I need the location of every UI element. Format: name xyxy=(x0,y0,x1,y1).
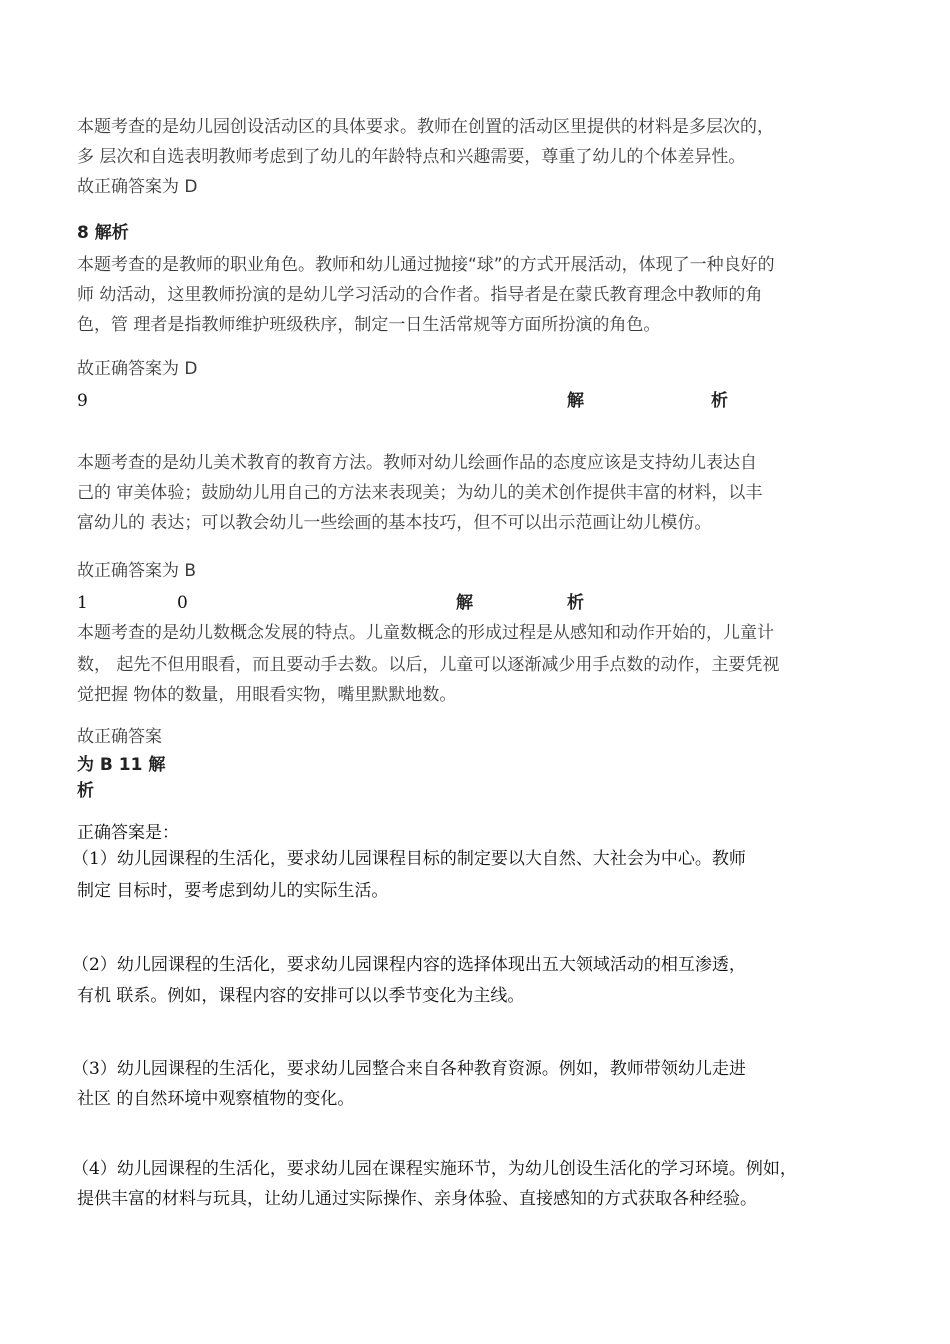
q7-body-line-2: 多 层次和自选表明教师考虑到了幼儿的年龄特点和兴趣需要，尊重了幼儿的个体差异性。 xyxy=(77,147,746,167)
q9-heading-char-2: 析 xyxy=(711,391,728,411)
q10-body-line-1: 本题考查的是幼儿数概念发展的特点。儿童数概念的形成过程是从感知和动作开始的，儿童计 xyxy=(77,623,774,643)
q11-intro: 正确答案是： xyxy=(77,823,179,843)
q11-item-4-line-1: （4）幼儿园课程的生活化，要求幼儿园在课程实施环节，为幼儿创设生活化的学习环境。例如， xyxy=(72,1159,797,1179)
q10-answer-line-3: 析 xyxy=(77,781,94,801)
q11-item-2-line-2: 有机 联系。例如，课程内容的安排可以以季节变化为主线。 xyxy=(77,986,525,1006)
q9-body-line-3: 富幼儿的 表达；可以教会幼儿一些绘画的基本技巧，但不可以出示范画让幼儿模仿。 xyxy=(77,513,712,533)
q9-number: 9 xyxy=(77,391,88,411)
q9-heading xyxy=(77,390,877,414)
q10-heading xyxy=(77,592,877,616)
q11-item-3-line-1: （3）幼儿园课程的生活化，要求幼儿园整合来自各种教育资源。例如，教师带领幼儿走进 xyxy=(72,1059,746,1079)
q9-heading-char-1: 解 xyxy=(567,391,584,411)
q8-heading: 8 解析 xyxy=(77,223,129,243)
q10-number-1: 1 xyxy=(77,593,88,613)
q9-answer: 故正确答案为 B xyxy=(77,561,197,581)
q7-answer: 故正确答案为 D xyxy=(77,177,198,197)
q10-answer-line-2: 为 B 11 解 xyxy=(77,755,166,775)
q8-answer: 故正确答案为 D xyxy=(77,359,198,379)
q11-item-3-line-2: 社区 的自然环境中观察植物的变化。 xyxy=(77,1089,355,1109)
q11-item-1-line-1: （1）幼儿园课程的生活化，要求幼儿园课程目标的制定要以大自然、大社会为中心。教师 xyxy=(72,849,746,869)
q11-item-4-line-2: 提供丰富的材料与玩具，让幼儿通过实际操作、亲身体验、直接感知的方式获取各种经验。 xyxy=(77,1189,757,1209)
q10-body-line-3: 觉把握 物体的数量，用眼看实物，嘴里默默地数。 xyxy=(77,685,457,705)
q9-body-line-1: 本题考查的是幼儿美术教育的教育方法。教师对幼儿绘画作品的态度应该是支持幼儿表达自 xyxy=(77,453,757,473)
q8-body-line-2: 师 幼活动，这里教师扮演的是幼儿学习活动的合作者。指导者是在蒙氏教育理念中教师的角 xyxy=(77,285,763,305)
q10-heading-char-1: 解 xyxy=(456,593,473,613)
q8-body-line-1: 本题考查的是教师的职业角色。教师和幼儿通过抛接“球”的方式开展活动，体现了一种良好的 xyxy=(77,255,775,275)
q8-body-line-3: 色，管 理者是指教师维护班级秩序，制定一日生活常规等方面所扮演的角色。 xyxy=(77,315,661,335)
q10-answer-line-1: 故正确答案 xyxy=(77,727,162,747)
q10-body-line-2: 数， 起先不但用眼看，而且要动手去数。以后，儿童可以逐渐减少用手点数的动作，主要凭视 xyxy=(77,655,780,675)
q7-body-line-1: 本题考查的是幼儿园创设活动区的具体要求。教师在创置的活动区里提供的材料是多层次的， xyxy=(77,117,774,137)
q11-item-1-line-2: 制定 目标时，要考虑到幼儿的实际生活。 xyxy=(77,881,389,901)
q10-heading-char-2: 析 xyxy=(567,593,584,613)
q10-number-2: 0 xyxy=(177,593,188,613)
q11-item-2-line-1: （2）幼儿园课程的生活化，要求幼儿园课程内容的选择体现出五大领域活动的相互渗透， xyxy=(72,955,746,975)
q9-body-line-2: 己的 审美体验；鼓励幼儿用自己的方法来表现美；为幼儿的美术创作提供丰富的材料，以丰 xyxy=(77,483,763,503)
